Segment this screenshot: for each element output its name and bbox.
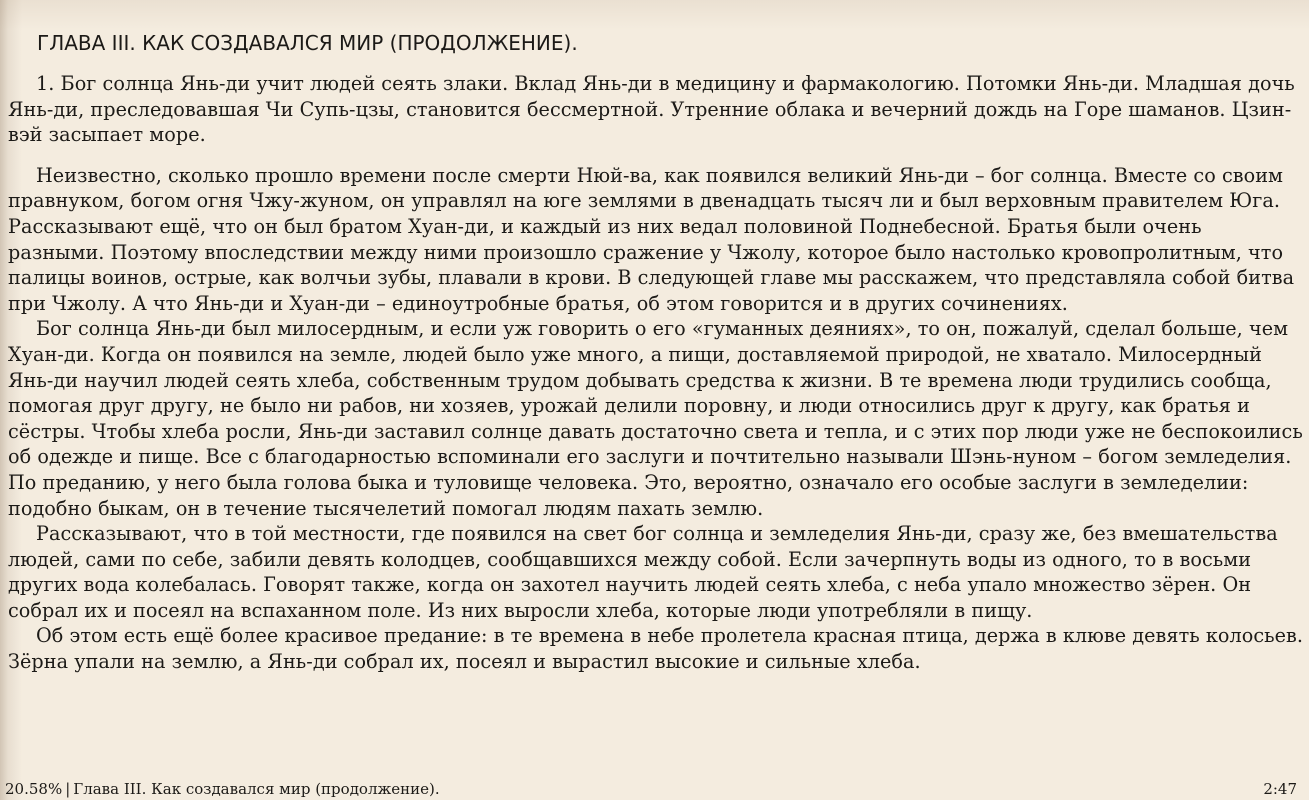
paragraph-4: Об этом есть ещё более красивое предание: в те времена в небе пролетела красная птица, держа в клюве девять колосьев. Зёрна упали на землю, а Янь-ди собрал их, посеял и вырастил высокие и сильные хлеба. xyxy=(8,624,1304,674)
clock: 2:47 xyxy=(1263,780,1297,798)
paragraph-2: Бог солнца Янь-ди был милосердным, и если уж говорить о его «гуманных деяниях», то он, пожалуй, сделал больше, чем Хуан-ди. Когда он появился на земле, людей было уже много, а пищи, доставляемой природой, не хватало. Милосердный Янь-ди научил людей сеять хлеба, собственным трудом добывать средства к жизни. В те времена люди трудились сообща, помогая друг другу, не было ни рабов, ни хозяев, урожай делили поровну, и люди относились друг к другу, как братья и сёстры. Чтобы хлеба росли, Янь-ди заставил солнце давать достаточно света и тепла, и с этих пор люди уже не беспокоились об одежде и пище. Все с благодарностью вспоминали его заслуги и почтительно называли Шэнь-нуном – богом земледелия. По преданию, у него была голова быка и туловище человека. Это, вероятно, означало его особые заслуги в земледелии: подобно быкам, он в течение тысячелетий помогал людям пахать землю. xyxy=(8,317,1303,520)
chapter-heading: ГЛАВА III. КАК СОЗДАВАЛСЯ МИР (ПРОДОЛЖЕНИЕ). xyxy=(37,31,578,55)
status-separator: | xyxy=(65,780,71,798)
status-left xyxy=(5,778,440,800)
book-content xyxy=(8,30,1304,675)
status-bar xyxy=(0,778,1309,800)
paragraph-3: Рассказывают, что в той местности, где появился на свет бог солнца и земледелия Янь-ди, сразу же, без вмешательства людей, сами по себе, забили девять колодцев, сообщавшихся между собой. Если зачерпнуть воды из одного, то в восьми других вода колебалась. Говорят также, когда он захотел научить людей сеять хлеба, с неба упало множество зёрен. Он собрал их и посеял на вспаханном поле. Из них выросли хлеба, которые люди употребляли в пищу. xyxy=(8,522,1278,622)
reading-progress: 20.58% xyxy=(5,780,63,798)
chapter-summary: 1. Бог солнца Янь-ди учит людей сеять злаки. Вклад Янь-ди в медицину и фармакологию. Потомки Янь-ди. Младшая дочь Янь-ди, преследовавшая Чи Супь-цзы, становится бессмертной. Утренние облака и вечерний дождь на Горе шаманов. Цзин-вэй засыпает море. xyxy=(8,72,1295,147)
status-chapter-title: Глава III. Как создавался мир (продолжение). xyxy=(73,780,440,798)
paragraph-1: Неизвестно, сколько прошло времени после смерти Нюй-ва, как появился великий Янь-ди – бог солнца. Вместе со своим правнуком, богом огня Чжу-жуном, он управлял на юге землями в двенадцать тысяч ли и был верховным правителем Юга. Рассказывают ещё, что он был братом Хуан-ди, и каждый из них ведал половиной Поднебесной. Братья были очень разными. Поэтому впоследствии между ними произошло сражение у Чжолу, которое было настолько кровопролитным, что палицы воинов, острые, как волчьи зубы, плавали в крови. В следующей главе мы расскажем, что представляла собой битва при Чжолу. А что Янь-ди и Хуан-ди – единоутробные братья, об этом говорится и в других сочинениях. xyxy=(8,163,1295,315)
